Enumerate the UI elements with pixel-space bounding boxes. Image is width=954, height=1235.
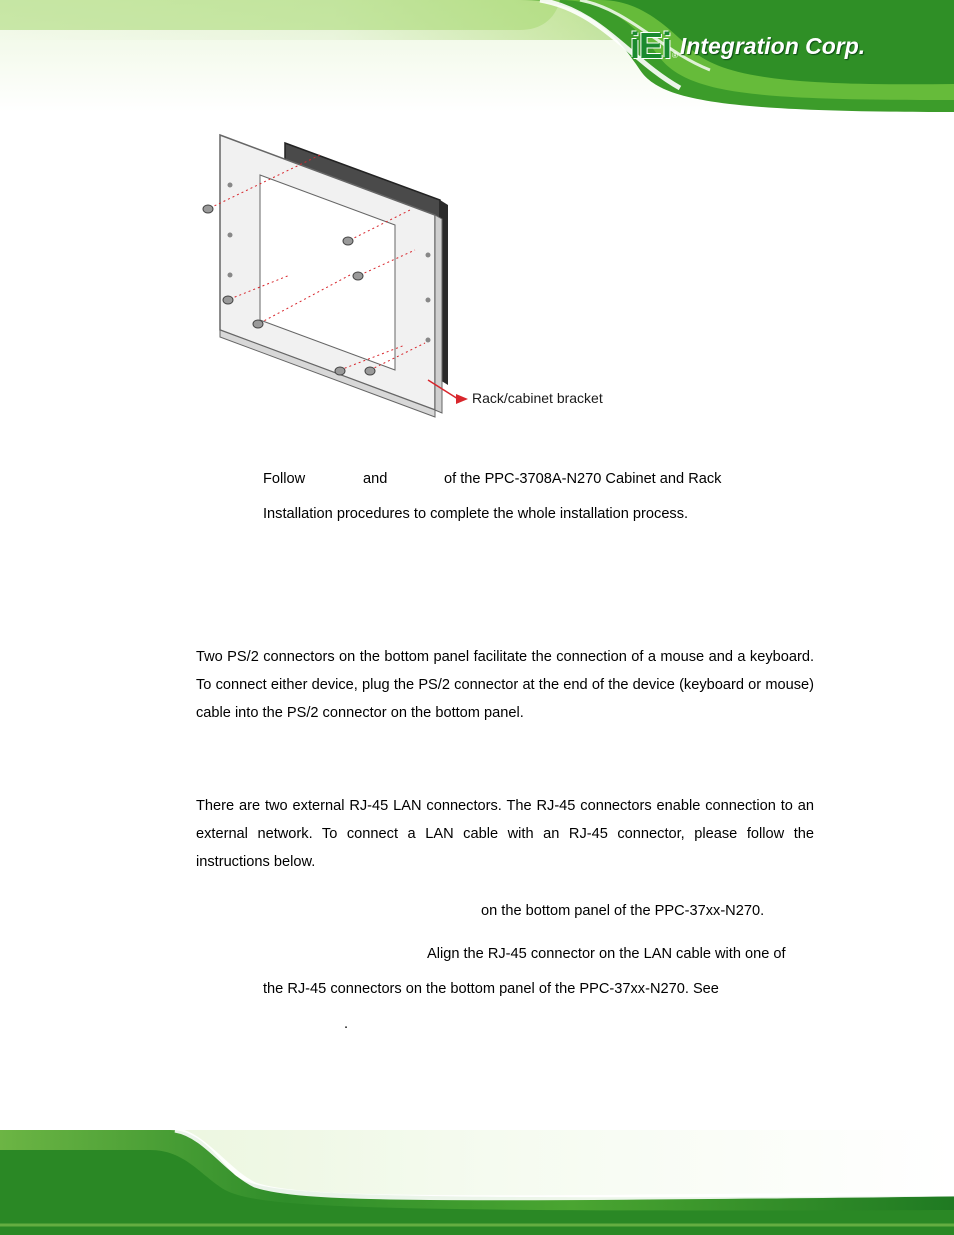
rack-bracket-illustration bbox=[190, 125, 650, 425]
lan-step-1: on the bottom panel of the PPC-37xx-N270. bbox=[481, 903, 765, 919]
logo-mark: iEi bbox=[630, 25, 672, 66]
lan-step-2-end: . bbox=[344, 1016, 349, 1032]
lan-step-2-line-1: Align the RJ-45 connector on the LAN cable with one of bbox=[427, 946, 786, 962]
ps2-paragraph: Two PS/2 connectors on the bottom panel facilitate the connection of a mouse and a keyboard. To connect either device, plug the PS/2 connector at the end of the device (keyboard or mouse) cable into the PS/2 connector on the bottom panel. bbox=[196, 649, 814, 721]
company-logo bbox=[630, 25, 866, 66]
step-line-2: Installation procedures to complete the whole installation process. bbox=[263, 506, 689, 522]
footer-banner bbox=[0, 1130, 954, 1235]
callout-arrowhead bbox=[456, 394, 468, 404]
step-line-1-a: Follow bbox=[263, 471, 306, 487]
lan-paragraph: There are two external RJ-45 LAN connectors. The RJ-45 connectors enable connection to an external network. To connect a LAN cable with an RJ-45 connector, please follow the instructions below. bbox=[196, 798, 814, 870]
footer-leaf-graphic bbox=[0, 1130, 954, 1235]
logo-wordmark: Integration Corp. bbox=[679, 32, 866, 59]
lan-step-2-line-2: the RJ-45 connectors on the bottom panel of the PPC-37xx-N270. See bbox=[263, 981, 719, 997]
step-line-1-b: and bbox=[363, 471, 388, 487]
logo-registered-mark: ® bbox=[672, 50, 678, 60]
rack-bracket-figure bbox=[190, 125, 650, 430]
bracket-side bbox=[435, 215, 442, 413]
callout-label: Rack/cabinet bracket bbox=[472, 390, 603, 406]
step-line-1-c: of the PPC-3708A-N270 Cabinet and Rack bbox=[444, 471, 722, 487]
